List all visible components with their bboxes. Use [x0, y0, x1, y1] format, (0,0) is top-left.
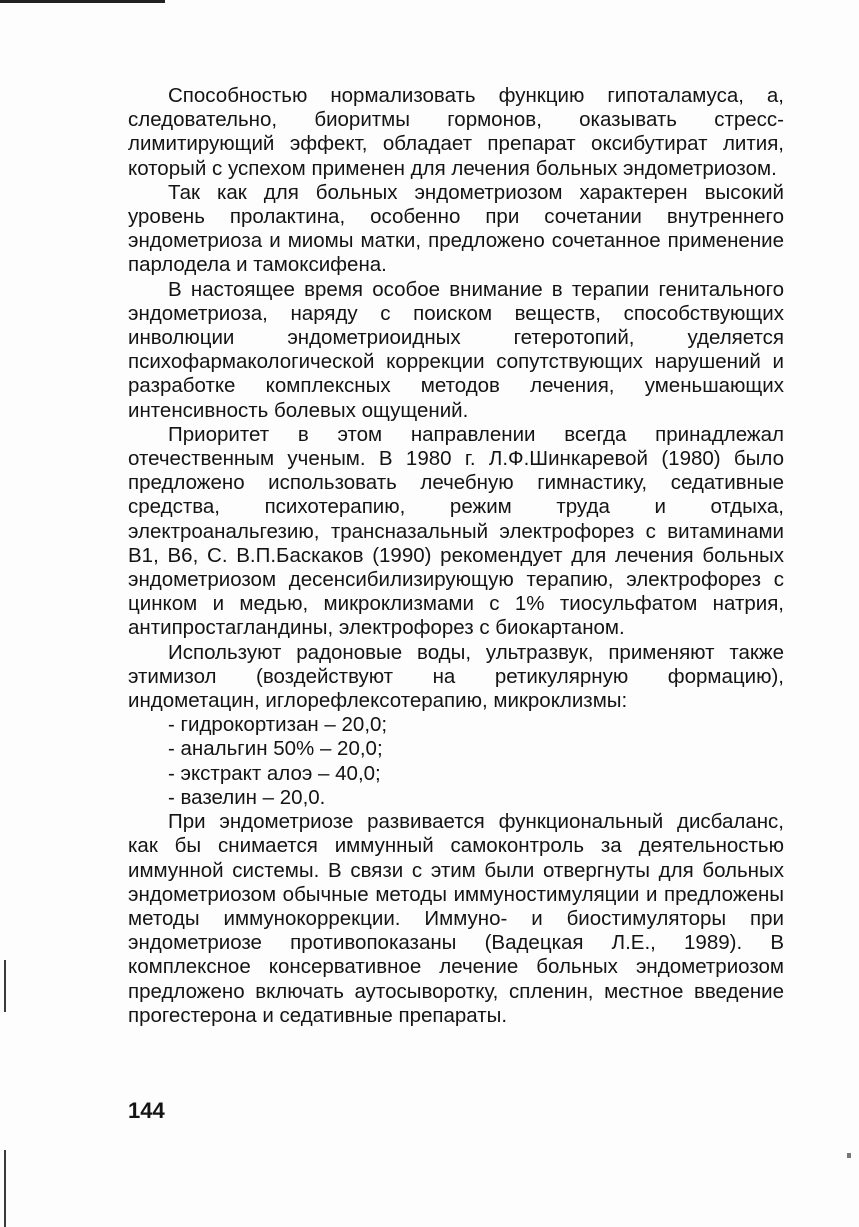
paragraph: Способностью нормализовать функцию гипоталамуса, а, следовательно, биоритмы гормонов, оказывать стресс-лимитирующий эффект, обладает препарат оксибутират лития, который с успехом применен для лечения больных эндометриозом. [128, 84, 784, 180]
list-item: - гидрокортизан – 20,0; [168, 713, 388, 737]
left-edge-mark [4, 1150, 6, 1227]
paragraph: Так как для больных эндометриозом характерен высокий уровень пролактина, особенно при сочетании внутреннего эндометриоза и миомы матки, предложено сочетанное применение парлодела и тамоксифена. [128, 180, 784, 277]
paragraph: В настоящее время особое внимание в терапии генитального эндометриоза, наряду с поиском веществ, способствующих инволюции эндометриоидных гетеротопий, уделяется психофармакологической коррекции сопутствующих нарушений и разработке комплексных методов лечения, уменьшающих интенсивность болевых ощущений. [128, 277, 784, 422]
scan-speck [847, 1153, 851, 1158]
medication-list [128, 713, 784, 810]
page-text [128, 84, 784, 1028]
paragraph: Приоритет в этом направлении всегда принадлежал отечественным ученым. В 1980 г. Л.Ф.Шинкаревой (1980) было предложено использовать лечебную гимнастику, седативные средства, психотерапию, режим труда и отдыха, электроанальгезию, трансназальный электрофорез с витаминами В1, В6, С. В.П.Баскаков (1990) рекомендует для лечения больных эндометриозом десенсибилизирующую терапию, электрофорез с цинком и медью, микроклизмами с 1% тиосульфатом натрия, антипростагландины, электрофорез с биокартаном. [128, 422, 784, 640]
left-edge-mark [4, 960, 6, 1012]
list-item: - экстракт алоэ – 40,0; [168, 761, 381, 785]
list-item: - вазелин – 20,0. [168, 785, 326, 809]
paragraph: При эндометриозе развивается функциональный дисбаланс, как бы снимается иммунный самоконтроль за деятельностью иммунной системы. В связи с этим были отвергнуты для больных эндометриозом обычные методы иммуностимуляции и предложены методы иммунокоррекции. Иммуно- и биостимуляторы при эндометриозе противопоказаны (Вадецкая Л.Е., 1989). В комплексное консервативное лечение больных эндометриозом предложено включать аутосыворотку, спленин, местное введение прогестерона и седативные препараты. [128, 810, 784, 1027]
page-number: 144 [128, 1098, 165, 1123]
top-rule [0, 0, 165, 3]
paragraph: Используют радоновые воды, ультразвук, применяют также этимизол (воздействуют на ретикулярную формацию), индометацин, иглорефлексотерапию, микроклизмы: [128, 640, 784, 713]
list-item: - анальгин 50% – 20,0; [168, 737, 383, 761]
